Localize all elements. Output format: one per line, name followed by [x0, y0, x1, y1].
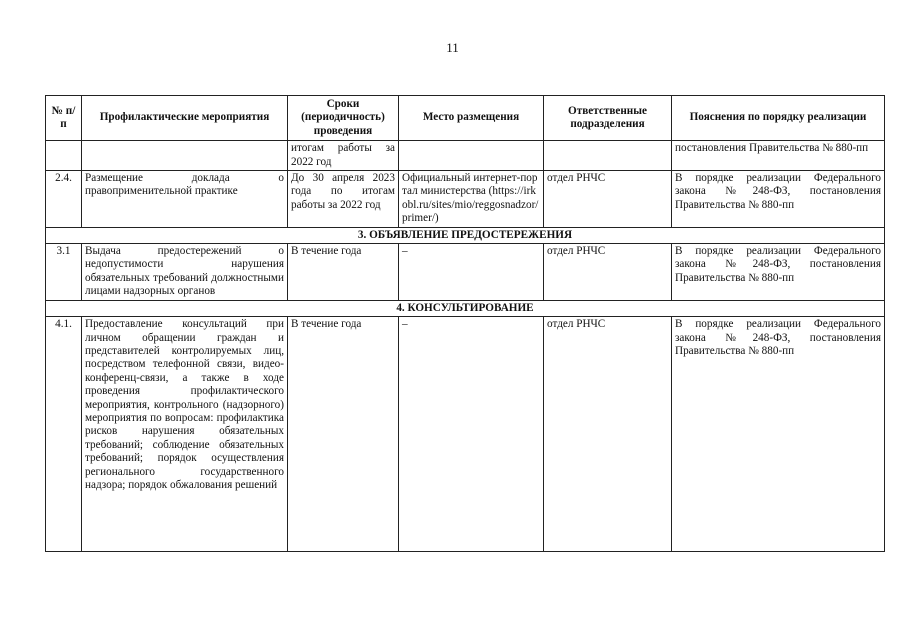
cell-responsible: отдел РНЧС [544, 317, 672, 552]
header-notes: Пояснения по порядку реализации [672, 96, 885, 141]
section-4-row [46, 300, 885, 316]
cell-notes: В порядке реализации Федерального закона №248-ФЗ, постановления Правительства № 880-пп [672, 244, 885, 301]
cell-measures [82, 141, 288, 171]
cell-notes: постановления Правительства № 880-пп [672, 141, 885, 171]
cell-responsible [544, 141, 672, 171]
header-terms: Сроки (периодичность) проведения [288, 96, 399, 141]
section-3-heading: 3. ОБЪЯВЛЕНИЕ ПРЕДОСТЕРЕЖЕНИЯ [46, 227, 885, 243]
cell-num: 3.1 [46, 244, 82, 301]
table-row-3-1 [46, 244, 885, 301]
cell-place: – [399, 317, 544, 552]
cell-responsible: отдел РНЧС [544, 244, 672, 301]
table-row-2-4 [46, 171, 885, 228]
cell-responsible: отдел РНЧС [544, 171, 672, 228]
table-row-4-1 [46, 317, 885, 552]
cell-place [399, 141, 544, 171]
cell-num: 4.1. [46, 317, 82, 552]
section-4-heading: 4. КОНСУЛЬТИРОВАНИЕ [46, 300, 885, 316]
cell-measures: Выдача предостережений о недопустимости нарушения обязательных требований должностными лицами надзорных органов [82, 244, 288, 301]
table-header-row [46, 96, 885, 141]
cell-place: Официальный интернет-портал министерства (https://irkobl.ru/sites/mio/reggosnadzor/primer/) [399, 171, 544, 228]
cell-num: 2.4. [46, 171, 82, 228]
header-measures: Профилактические мероприятия [82, 96, 288, 141]
prevention-plan-table [45, 95, 885, 552]
cell-notes: В порядке реализации Федерального закона №248-ФЗ, постановления Правительства № 880-пп [672, 317, 885, 552]
cell-measures: Размещение доклада о правоприменительной практике [82, 171, 288, 228]
cell-terms: итогам работы за 2022 год [288, 141, 399, 171]
page-number: 11 [446, 40, 459, 55]
cell-terms: До 30 апреля 2023 года по итогам работы за 2022 год [288, 171, 399, 228]
cell-place: – [399, 244, 544, 301]
header-place: Место размещения [399, 96, 544, 141]
cell-measures: Предоставление консультаций при личном обращении граждан и представителей контролируемых лиц, посредством телефонной связи, видео-конференц-связи, а также в ходе проведения профилактического мероприятия, контрольного (надзорного) мероприятия по вопросам: профилактика рисков нарушения обязательных требований; соблюдение обязательных требований; порядок осуществления регионального государственного надзора; порядок обжалования решений [82, 317, 288, 552]
section-3-row [46, 227, 885, 243]
cell-terms: В течение года [288, 244, 399, 301]
header-num: № п/п [46, 96, 82, 141]
cell-terms: В течение года [288, 317, 399, 552]
table-row-continued [46, 141, 885, 171]
cell-notes: В порядке реализации Федерального закона №248-ФЗ, постановления Правительства № 880-пп [672, 171, 885, 228]
header-responsible: Ответственные подразделения [544, 96, 672, 141]
cell-num [46, 141, 82, 171]
